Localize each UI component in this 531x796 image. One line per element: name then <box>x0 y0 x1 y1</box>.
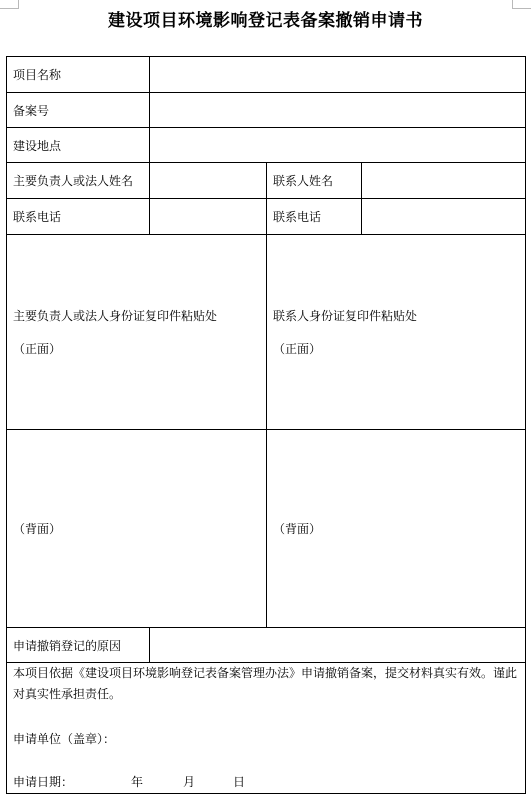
field-location[interactable] <box>150 128 526 163</box>
label-principal-id-copy: 主要负责人或法人身份证复印件粘贴处 <box>13 309 218 323</box>
label-project-name: 项目名称 <box>7 57 150 93</box>
label-reason: 申请撤销登记的原因 <box>7 628 150 663</box>
label-contact-name: 联系人姓名 <box>267 163 362 199</box>
date-day-label: 日 <box>233 775 246 789</box>
label-front-left: （正面） <box>13 342 62 356</box>
date-label: 申请日期： <box>13 775 74 789</box>
field-principal-name[interactable] <box>150 163 267 199</box>
label-principal-name: 主要负责人或法人姓名 <box>7 163 150 199</box>
paste-area-principal-id-back[interactable] <box>7 430 267 628</box>
row-phones <box>7 199 526 235</box>
declaration-cell <box>7 663 526 794</box>
label-contact-id-copy: 联系人身份证复印件粘贴处 <box>273 309 418 323</box>
row-reason <box>7 628 526 663</box>
paste-area-contact-id-front[interactable] <box>267 235 526 430</box>
field-contact-phone[interactable] <box>362 199 526 235</box>
row-filing-number <box>7 93 526 128</box>
label-filing-number: 备案号 <box>7 93 150 128</box>
row-id-back <box>7 430 526 628</box>
field-principal-phone[interactable] <box>150 199 267 235</box>
field-reason[interactable] <box>150 628 526 663</box>
label-principal-phone: 联系电话 <box>7 199 150 235</box>
label-location: 建设地点 <box>7 128 150 163</box>
paste-area-contact-id-back[interactable] <box>267 430 526 628</box>
label-back-right: （背面） <box>273 522 322 536</box>
applicant-seal-label: 申请单位（盖章）： <box>13 732 116 746</box>
date-month-label: 月 <box>183 775 196 789</box>
row-id-front <box>7 235 526 430</box>
field-filing-number[interactable] <box>150 93 526 128</box>
row-names <box>7 163 526 199</box>
row-project-name <box>7 57 526 93</box>
application-form-table <box>6 56 526 794</box>
date-year-label: 年 <box>131 775 144 789</box>
row-declaration <box>7 663 526 794</box>
field-contact-name[interactable] <box>362 163 526 199</box>
field-project-name[interactable] <box>150 57 526 93</box>
document-title: 建设项目环境影响登记表备案撤销申请书 <box>108 11 423 31</box>
paste-area-principal-id-front[interactable] <box>7 235 267 430</box>
declaration-text: 本项目依据《建设项目环境影响登记表备案管理办法》申请撤销备案，提交材料真实有效。谨此对真实性承担责任。 <box>13 666 518 701</box>
row-location <box>7 128 526 163</box>
label-front-right: （正面） <box>273 342 322 356</box>
application-date-line <box>13 772 519 793</box>
label-contact-phone: 联系电话 <box>267 199 362 235</box>
label-back-left: （背面） <box>13 522 62 536</box>
